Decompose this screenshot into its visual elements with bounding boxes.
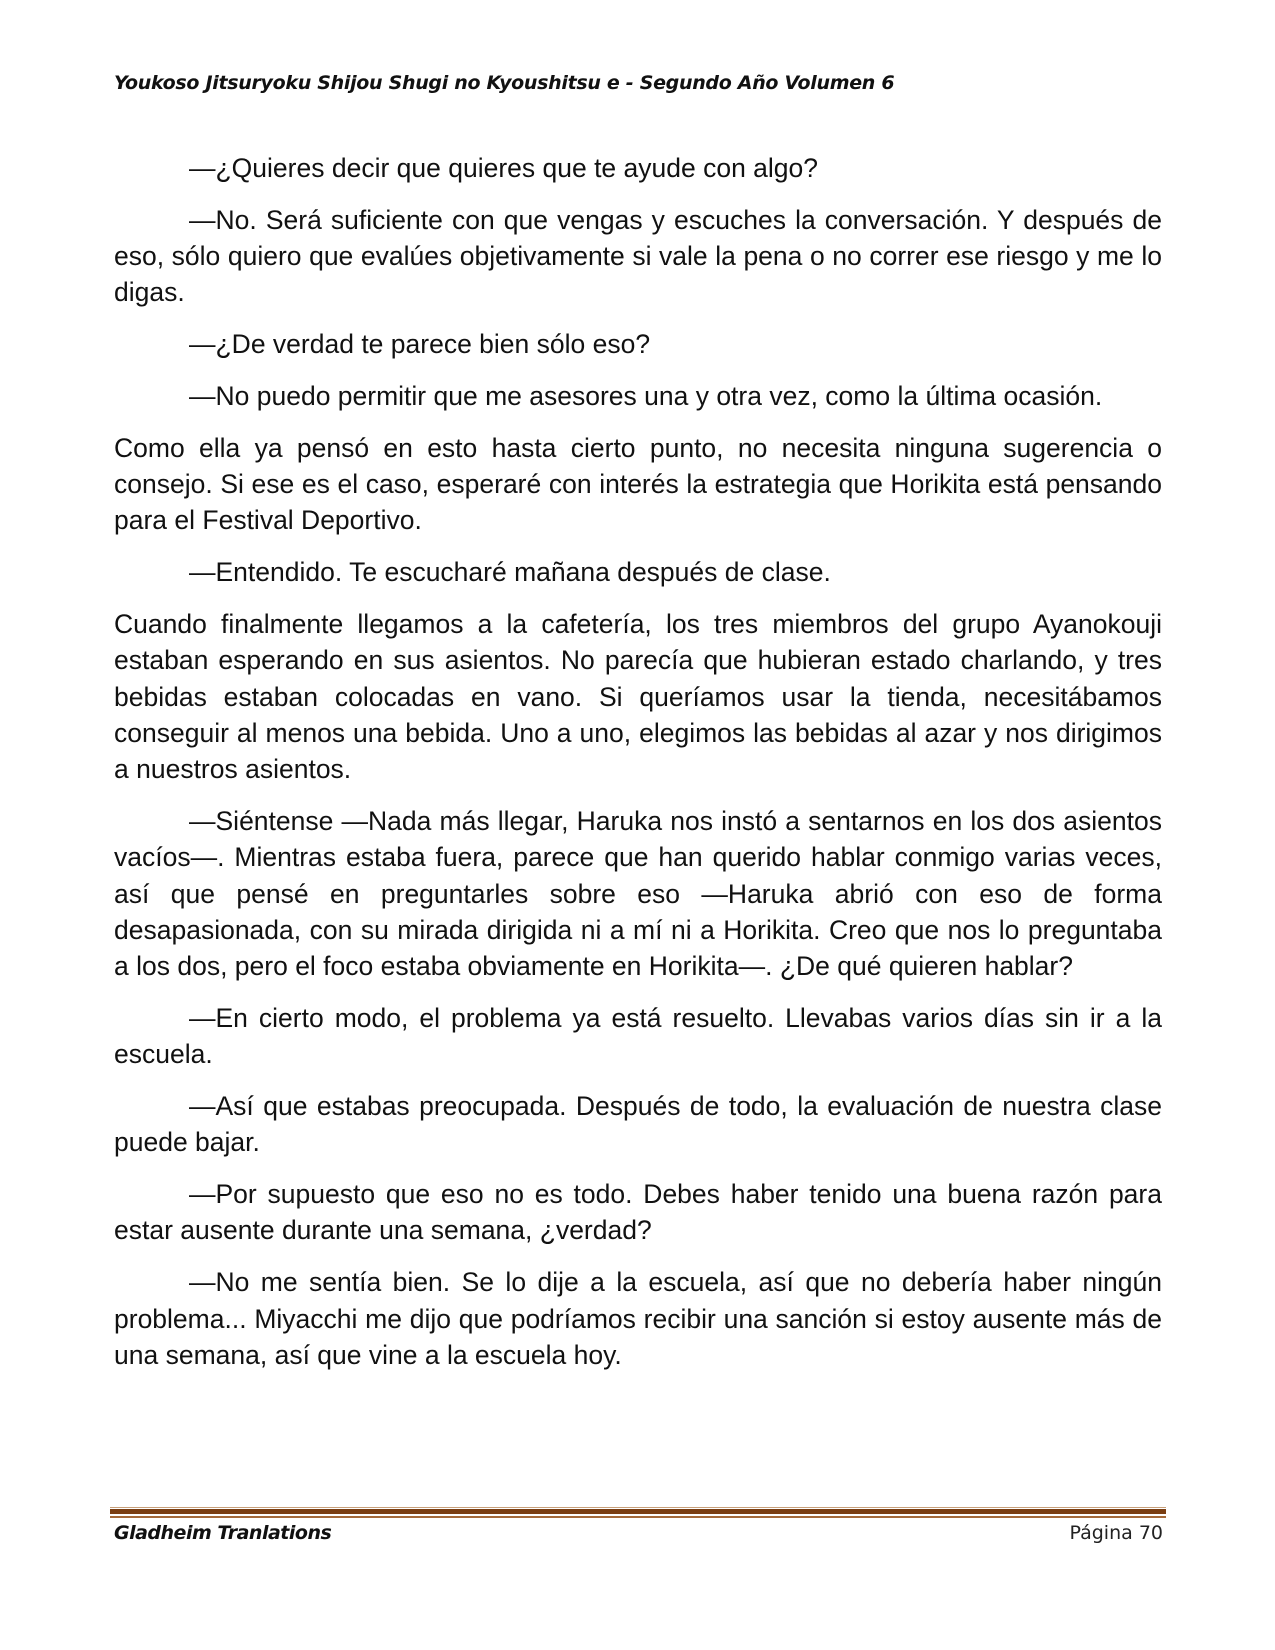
paragraph: —Así que estabas preocupada. Después de todo, la evaluación de nuestra clase puede bajar. (114, 1091, 1162, 1158)
paragraph: Cuando finalmente llegamos a la cafetería, los tres miembros del grupo Ayanokouji estaban esperando en sus asientos. No parecía que hubieran estado charlando, y tres bebidas estaban colocadas en vano. Si queríamos usar la tienda, necesitábamos conseguir al menos una bebida. Uno a uno, elegimos las bebidas al azar y nos dirigimos a nuestros asientos. (114, 608, 1162, 785)
paragraph: —En cierto modo, el problema ya está resuelto. Llevabas varios días sin ir a la escuela. (114, 1002, 1162, 1070)
paragraph: —Siéntense —Nada más llegar, Haruka nos instó a sentarnos en los dos asientos vacíos—. Mientras estaba fuera, parece que han querido hablar conmigo varias veces, así que pensé en preguntarles sobre eso —Haruka abrió con eso de forma desapasionada, con su mirada dirigida ni a mí ni a Horikita. Creo que nos lo preguntaba a los dos, pero el foco estaba obviamente en Horikita—. ¿De qué quieren hablar? (114, 805, 1162, 982)
paragraph: Como ella ya pensó en esto hasta cierto punto, no necesita ninguna sugerencia o consejo. Si ese es el caso, esperaré con interés la estrategia que Horikita está pensando para el Festival Deportivo. (114, 432, 1162, 536)
paragraph: —No me sentía bien. Se lo dije a la escuela, así que no debería haber ningún problema... Miyacchi me dijo que podríamos recibir una sanción si estoy ausente más de una semana, así que vine a la escuela hoy. (114, 1267, 1162, 1370)
paragraph: —Entendido. Te escucharé mañana después de clase. (189, 557, 831, 588)
page-body (114, 150, 1162, 1389)
paragraph: —No puedo permitir que me asesores una y otra vez, como la última ocasión. (189, 380, 1103, 411)
paragraph: —No. Será suficiente con que vengas y escuches la conversación. Y después de eso, sólo quiero que evalúes objetivamente si vale la pena o no correr ese riesgo y me lo digas. (114, 204, 1162, 308)
paragraph: —Por supuesto que eso no es todo. Debes haber tenido una buena razón para estar ausente durante una semana, ¿verdad? (114, 1179, 1162, 1246)
footer-credit: Gladheim Tranlations (114, 1522, 332, 1544)
paragraph: —¿Quieres decir que quieres que te ayude con algo? (189, 153, 819, 183)
footer-divider (110, 1507, 1166, 1508)
paragraph: —¿De verdad te parece bien sólo eso? (189, 329, 651, 360)
page-label: Página (1069, 1522, 1133, 1544)
page-number-value: 70 (1138, 1522, 1163, 1544)
footer-divider-thick (110, 1509, 1166, 1514)
page-number (1069, 1522, 1163, 1544)
footer-divider-lower (110, 1516, 1166, 1518)
running-header: Youkoso Jitsuryoku Shijou Shugi no Kyoushitsu e - Segundo Año Volumen 6 (114, 72, 895, 94)
